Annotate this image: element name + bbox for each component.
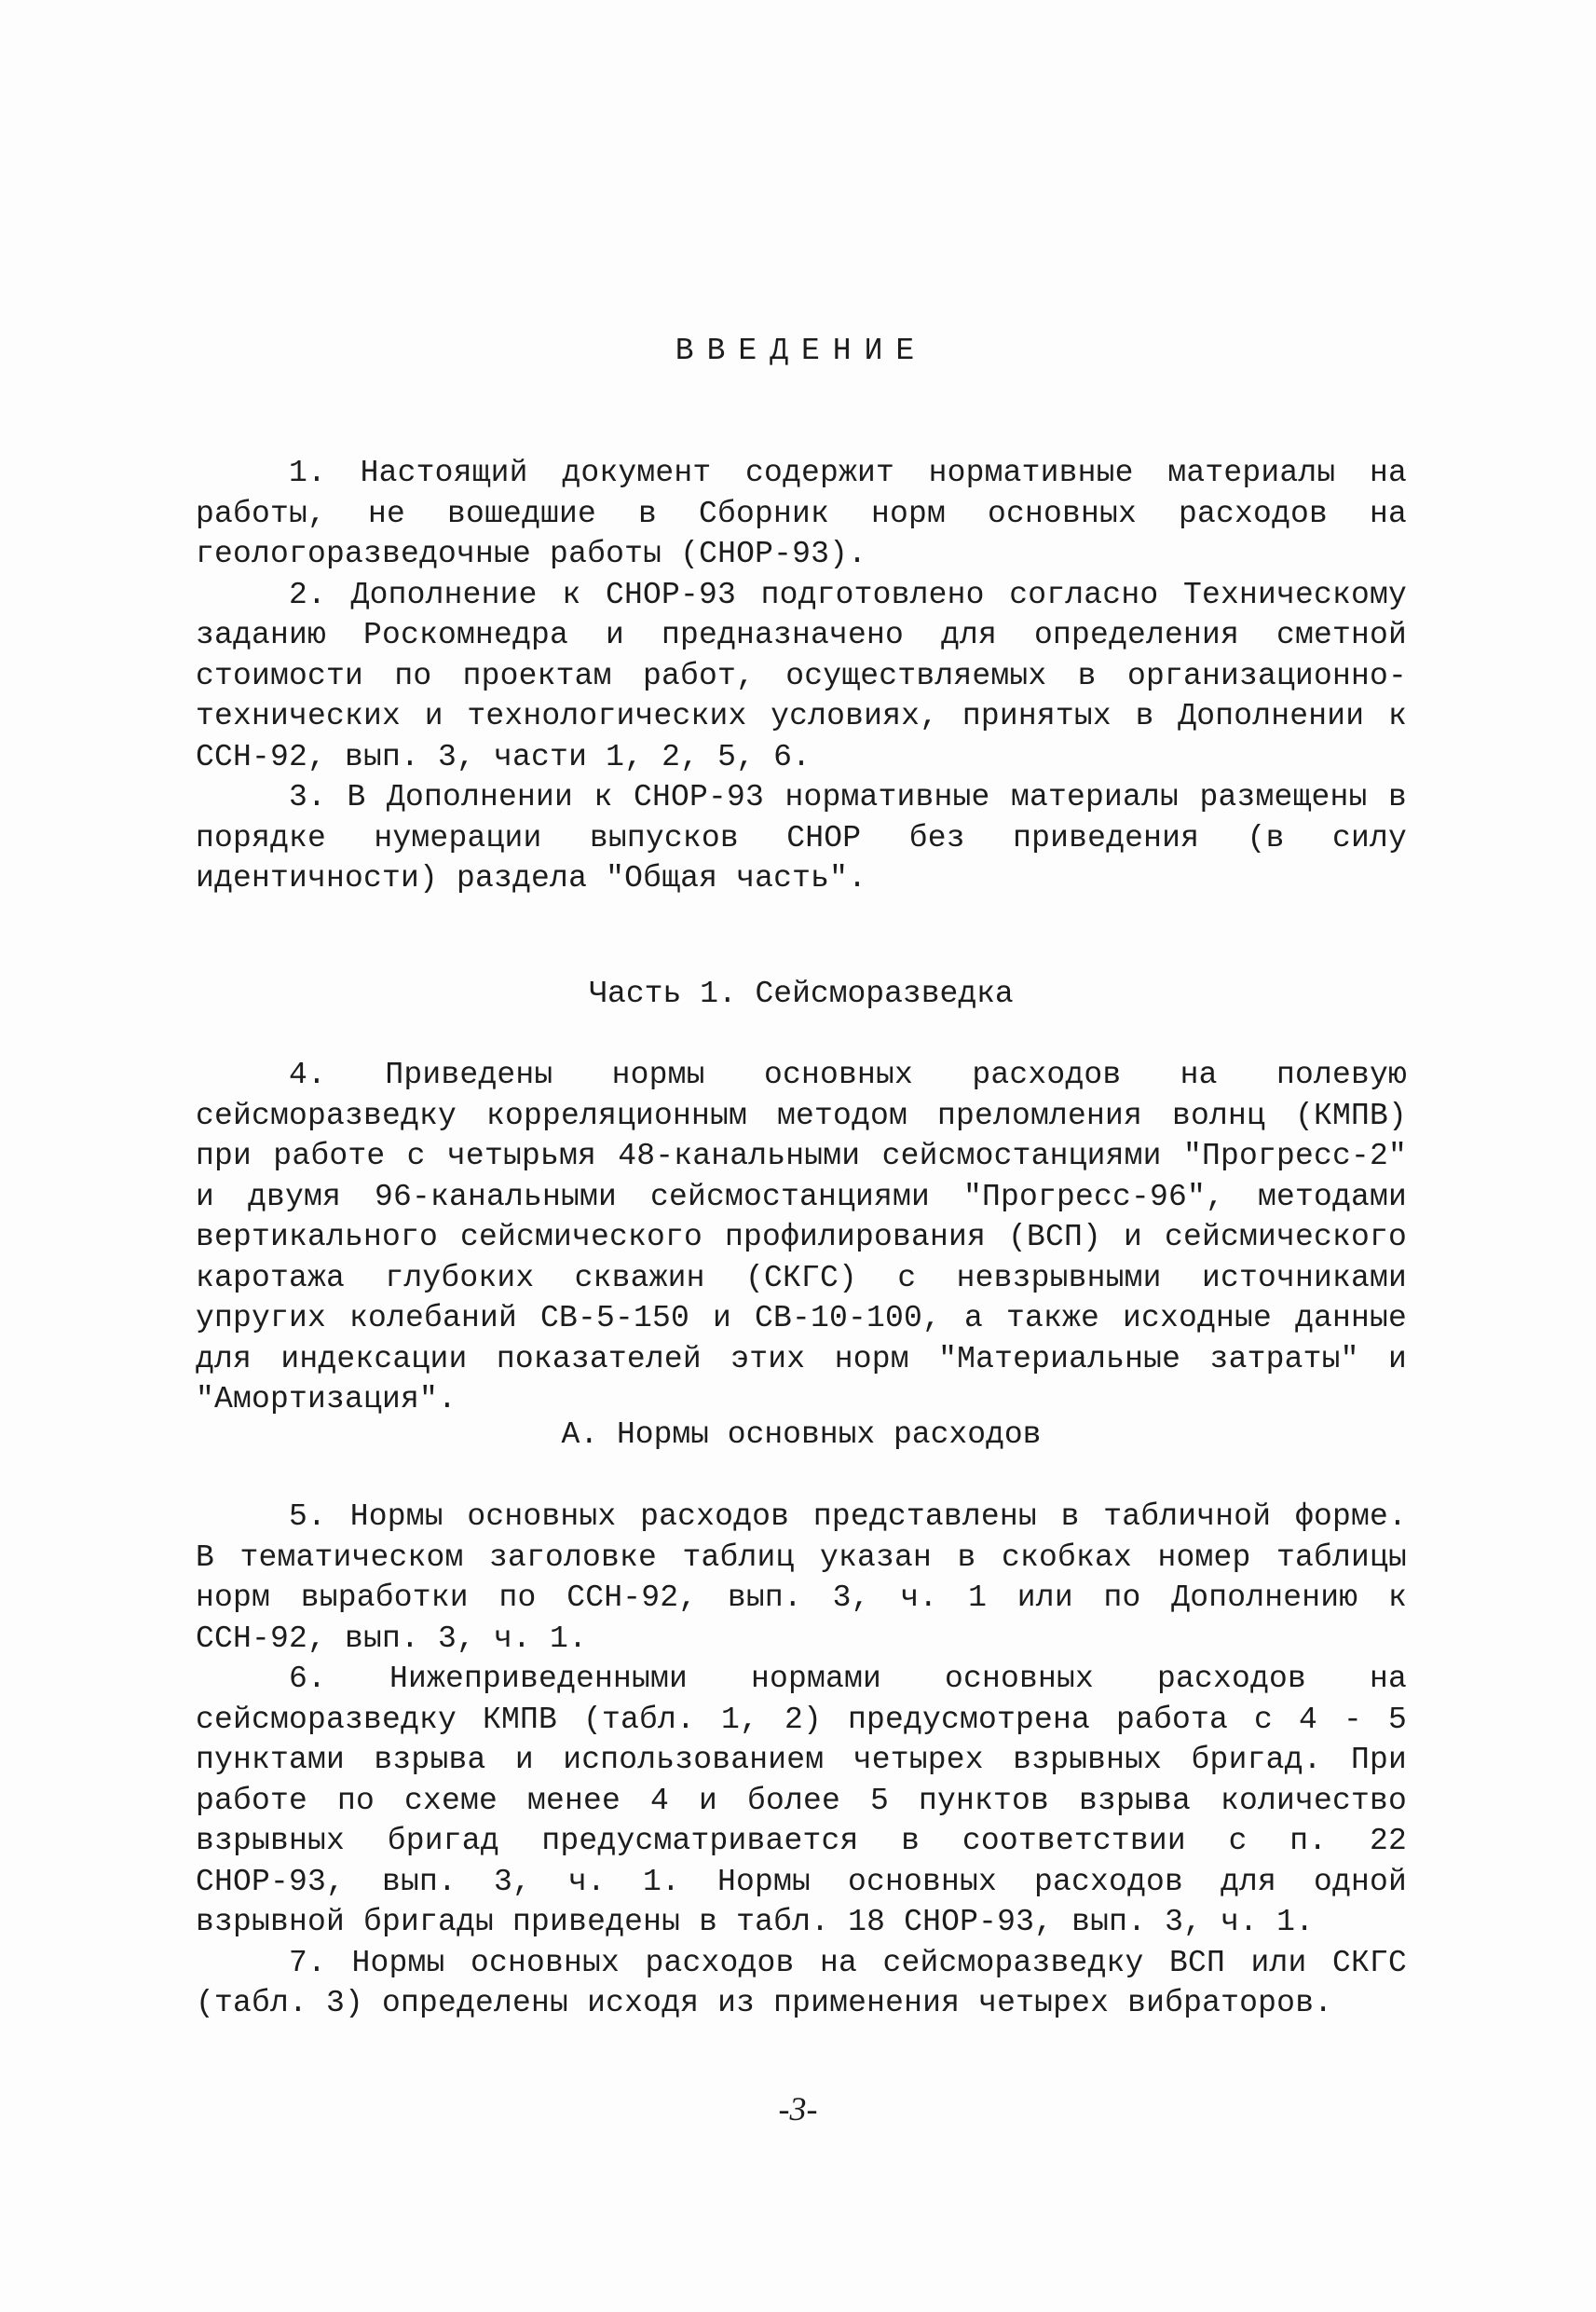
paragraph-7: 7. Нормы основных расходов на сейсморазведку ВСП или СКГС (табл. 3) определены исходя из применения четырех вибраторов. xyxy=(196,1945,1407,2020)
paragraph-5: 5. Нормы основных расходов представлены в табличной форме. В тематическом заголовке таблиц указан в скобках номер таблицы норм выработки по ССН-92, вып. 3, ч. 1 или по Дополнению к ССН-92, вып. 3, ч. 1. xyxy=(196,1499,1407,1656)
paragraph-4: 4. Приведены нормы основных расходов на полевую сейсморазведку корреляционным методом преломления волнц (КМПВ) при работе с четырьмя 48-канальными сейсмостанциями "Прогресс-2" и двумя 96-канальными сейсмостанциями "Прогресс-96", методами вертикального сейсмического профилирования (ВСП) и сейсмического каротажа глубоких скважин (СКГС) с невзрывными источниками упругих колебаний СВ-5-150 и СВ-10-100, а также исходные данные для индексации показателей этих норм "Материальные затраты" и "Амортизация". xyxy=(196,1058,1407,1416)
paragraph-2: 2. Дополнение к СНОР-93 подготовлено согласно Техническому заданию Роскомнедра и предназначено для определения сметной стоимости по проектам работ, осуществляемых в организационно-технических и технологических условиях, принятых в Дополнении к ССН-92, вып. 3, части 1, 2, 5, 6. xyxy=(196,577,1407,774)
paragraph-1: 1. Настоящий документ содержит нормативные материалы на работы, не вошедшие в Сборник норм основных расходов на геологоразведочные работы (СНОР-93). xyxy=(196,456,1407,571)
section-heading: А. Нормы основных расходов xyxy=(561,1417,1042,1452)
paragraph-6: 6. Нижеприведенными нормами основных расходов на сейсморазведку КМПВ (табл. 1, 2) предусмотрена работа с 4 - 5 пунктами взрыва и использованием четырех взрывных бригад. При работе по схеме менее 4 и более 5 пунктов взрыва количество взрывных бригад предусматривается в соответствии с п. 22 СНОР-93, вып. 3, ч. 1. Нормы основных расходов для одной взрывной бригады приведены в табл. 18 СНОР-93, вып. 3, ч. 1. xyxy=(196,1662,1407,1939)
part-heading: Часть 1. Сейсморазведка xyxy=(589,977,1014,1011)
norms-section xyxy=(196,1497,1407,2024)
intro-section xyxy=(196,453,1407,899)
part-section xyxy=(196,1055,1407,1420)
page-number: -3- xyxy=(778,2090,818,2127)
paragraph-3: 3. В Дополнении к СНОР-93 нормативные материалы размещены в порядке нумерации выпусков СНОР без приведения (в силу идентичности) раздела "Общая часть". xyxy=(196,780,1407,896)
document-title: ВВЕДЕНИЕ xyxy=(675,334,928,368)
